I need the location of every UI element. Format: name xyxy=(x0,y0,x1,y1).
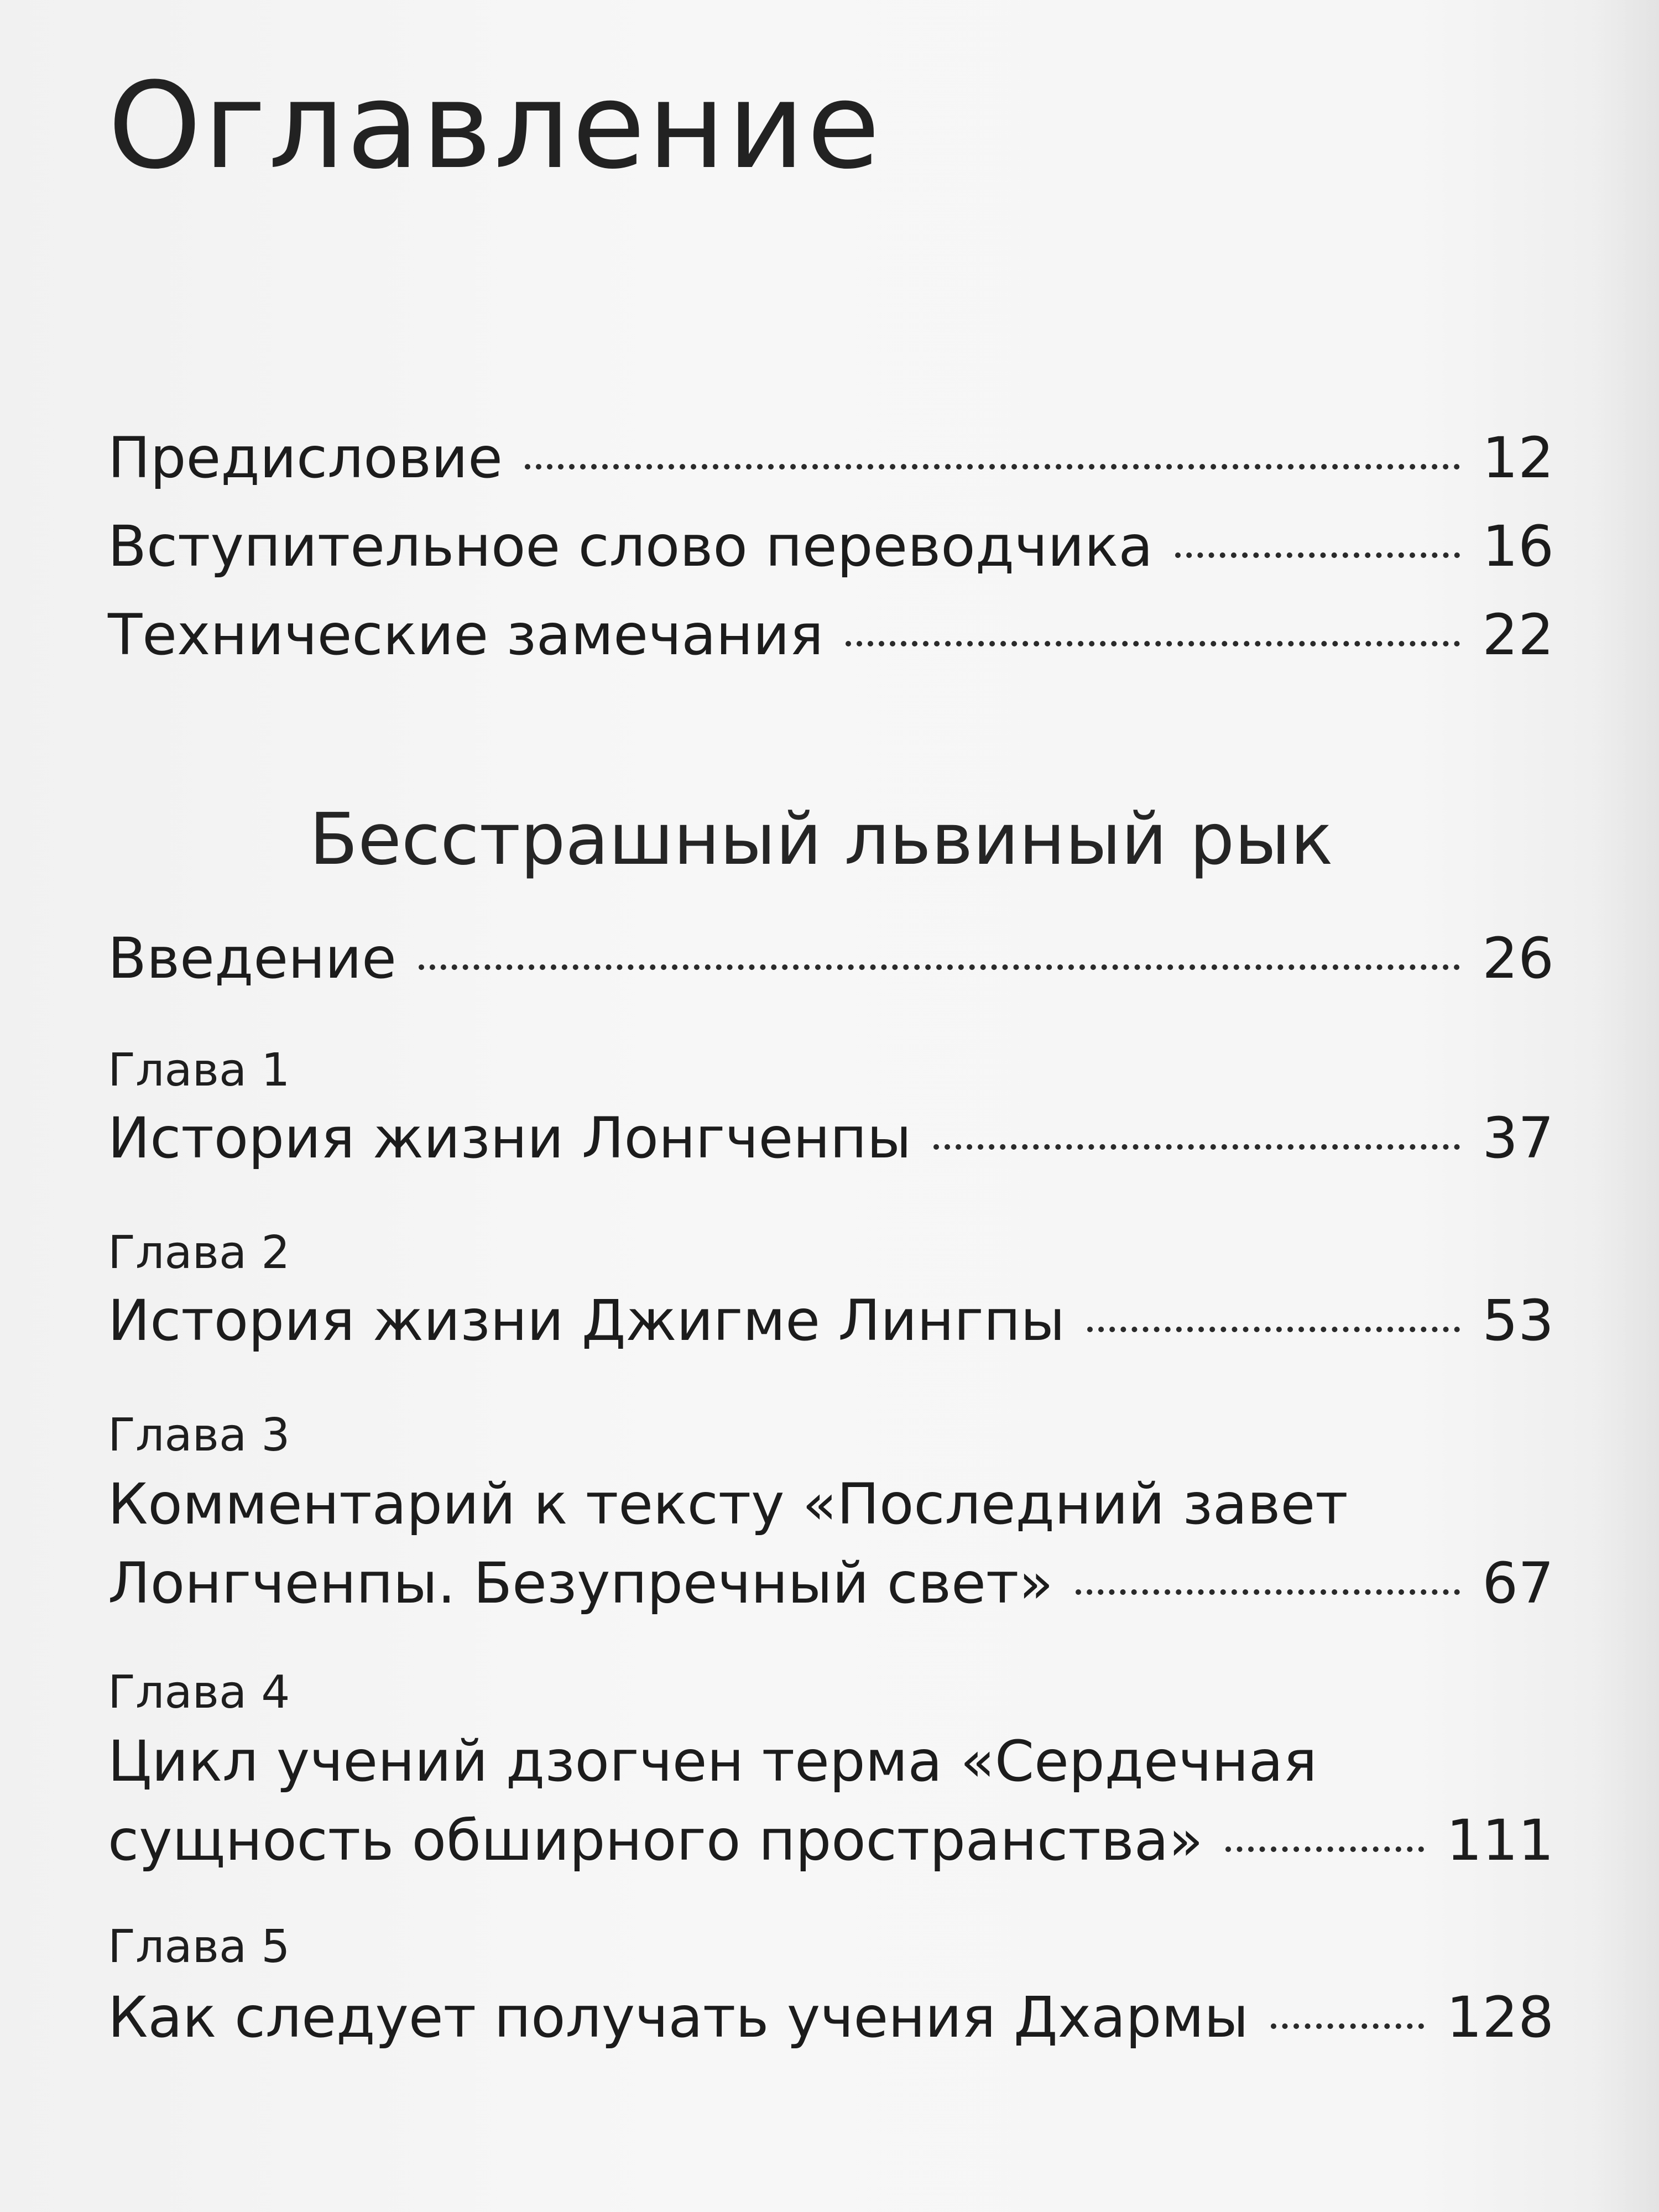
toc-entry-chapter-2 xyxy=(108,1288,1554,1353)
toc-entry-chapter-5 xyxy=(108,1985,1554,2050)
dot-leader xyxy=(419,964,1460,970)
dot-leader xyxy=(933,1144,1460,1150)
entry-title: История жизни Джигме Лингпы xyxy=(108,1288,1065,1354)
toc-entry-translator-note xyxy=(108,514,1554,579)
entry-title: История жизни Лонгченпы xyxy=(108,1105,912,1171)
chapter-label: Глава 4 xyxy=(108,1666,290,1719)
page-number: 37 xyxy=(1482,1105,1554,1171)
toc-entry-technical-notes xyxy=(108,603,1554,667)
dot-leader xyxy=(1175,552,1460,558)
page-number: 12 xyxy=(1482,425,1554,491)
chapter-label: Глава 3 xyxy=(108,1409,290,1462)
page-number: 22 xyxy=(1482,602,1554,668)
page-number: 128 xyxy=(1446,1985,1554,2051)
section-heading: Бесстрашный львиный рык xyxy=(309,799,1333,881)
toc-entry-introduction xyxy=(108,926,1554,991)
entry-title: Предисловие xyxy=(108,425,503,491)
toc-entry-preface xyxy=(108,426,1554,491)
entry-title: Лонгченпы. Безупречный свет» xyxy=(108,1551,1053,1616)
entry-title: Вступительное слово переводчика xyxy=(108,514,1153,580)
chapter-label: Глава 2 xyxy=(108,1227,290,1279)
dot-leader xyxy=(1076,1589,1460,1595)
entry-title: сущность обширного пространства» xyxy=(108,1808,1203,1874)
chapter-label: Глава 5 xyxy=(108,1921,290,1973)
entry-title: Как следует получать учения Дхармы xyxy=(108,1985,1249,2051)
page-number: 16 xyxy=(1482,514,1554,580)
entry-title-line: Цикл учений дзогчен терма «Сердечная xyxy=(108,1729,1317,1794)
toc-entry-chapter-3 xyxy=(108,1551,1554,1616)
page-number: 111 xyxy=(1446,1808,1554,1874)
entry-title: Введение xyxy=(108,926,397,992)
page-number: 67 xyxy=(1482,1551,1554,1616)
chapter-label: Глава 1 xyxy=(108,1044,290,1097)
entry-title: Технические замечания xyxy=(108,602,824,668)
page-edge-shadow xyxy=(1593,0,1659,2212)
page-number: 53 xyxy=(1482,1288,1554,1354)
page-number: 26 xyxy=(1482,926,1554,992)
toc-title: Оглавление xyxy=(108,56,883,195)
toc-entry-chapter-1 xyxy=(108,1106,1554,1171)
toc-entry-chapter-4 xyxy=(108,1808,1554,1873)
entry-title-line: Комментарий к тексту «Последний завет xyxy=(108,1472,1348,1537)
dot-leader xyxy=(1225,1846,1425,1852)
dot-leader xyxy=(525,464,1460,469)
dot-leader xyxy=(1271,2023,1425,2029)
dot-leader xyxy=(846,641,1460,646)
dot-leader xyxy=(1087,1327,1460,1332)
